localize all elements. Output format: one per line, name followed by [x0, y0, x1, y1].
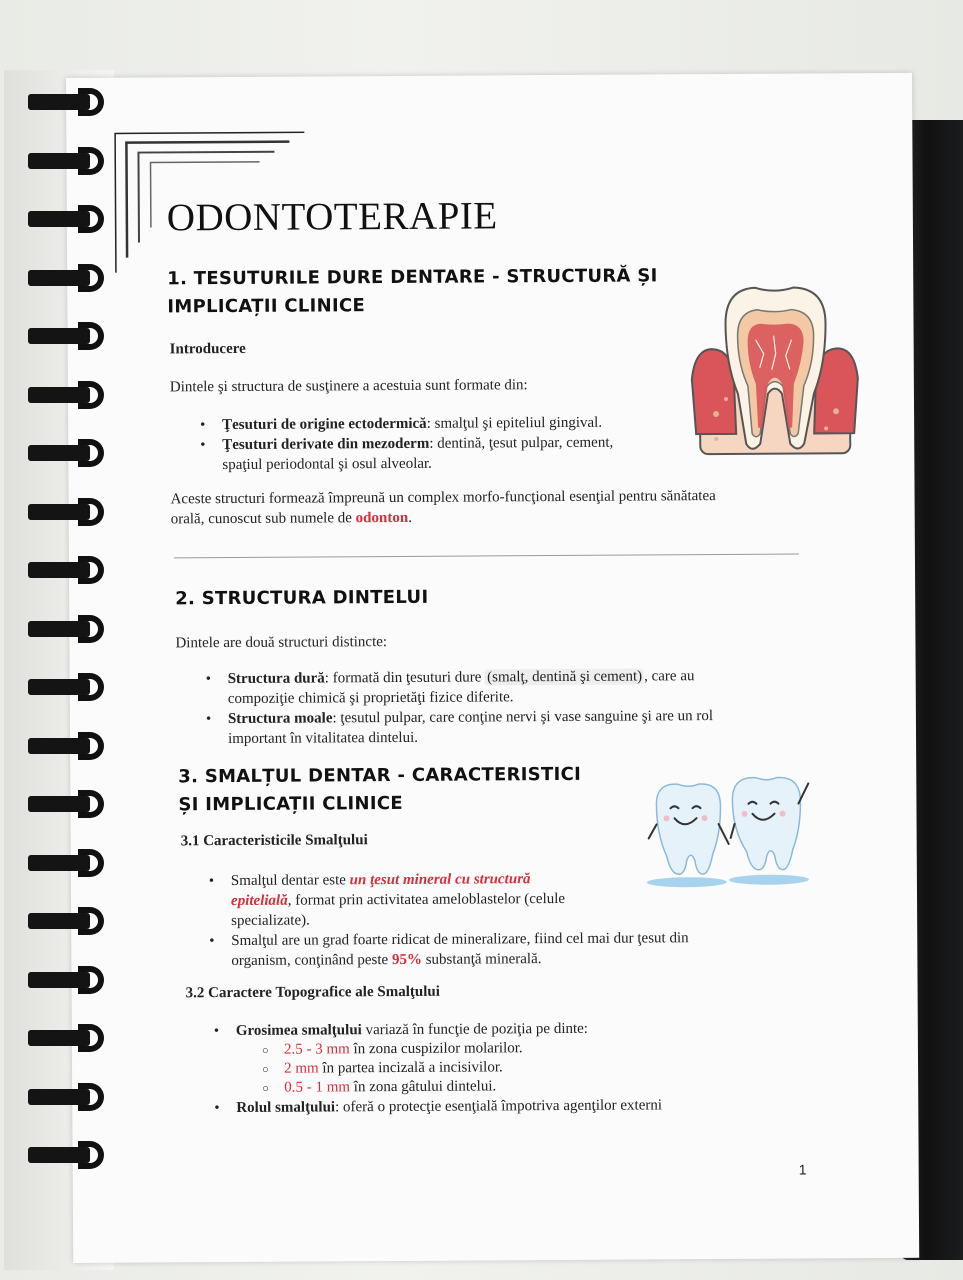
page-title: ODONTOTERAPIE	[166, 194, 498, 240]
binding-coil	[28, 732, 106, 762]
binding-coil	[28, 498, 106, 528]
binding-coil	[28, 439, 106, 469]
section3-sub1: 3.1 Caracteristicile Smalţului	[180, 832, 368, 850]
binding-coil	[28, 381, 106, 411]
section1-heading-line2: IMPLICAȚII CLINICE	[167, 295, 366, 318]
section2-heading: 2. STRUCTURA DINTELUI	[175, 586, 429, 610]
list-item: • Rolul smalţului: oferă o protecţie esenţială împotriva agenţilor externi	[212, 1095, 772, 1118]
thickness-sublist	[260, 1038, 772, 1098]
binding-coil	[28, 907, 106, 937]
list-item: • Structura moale: ţesutul pulpar, care conţine nervi şi vase sanguine şi are un rol important în vitalitatea dintelui.	[204, 706, 764, 749]
section1-heading	[167, 262, 658, 321]
binding-coil	[28, 966, 106, 996]
section-divider	[174, 554, 799, 559]
list-item: • Ţesuturi de origine ectodermică: smalţul şi epiteliul gingival.	[198, 412, 698, 435]
odonton-term: odonton	[355, 509, 409, 527]
binding-coil	[28, 1141, 106, 1171]
list-item: • Smalţul dentar este un ţesut mineral cu structură epitelială, format prin activitatea ameloblastelor (celule specializate).	[207, 868, 737, 931]
section1-heading-line1: 1. TESUTURILE DURE DENTARE - STRUCTURĂ ȘI	[167, 265, 658, 290]
section1-bullet-list	[198, 412, 698, 475]
list-item: • Smalţul are un grad foarte ridicat de mineralizare, fiind cel mai dur ţesut din organism, conţinând peste 95% substanţă minerală.	[207, 928, 737, 971]
document-page	[66, 73, 919, 1263]
list-item: ○ 2 mm în partea incizală a incisivilor.	[260, 1057, 772, 1079]
binding-coil	[28, 849, 106, 879]
tooth-cross-section-icon	[685, 283, 866, 464]
binding-coil	[28, 556, 106, 586]
section1-subheading: Introducere	[169, 340, 246, 358]
binding-coil	[28, 673, 106, 703]
highlighted-text: (smalţ, dentină şi cement)	[487, 668, 643, 686]
page-number: 1	[798, 1161, 807, 1178]
binding-coil	[28, 322, 106, 352]
binding-coil	[28, 264, 106, 294]
binding-coil	[28, 1083, 106, 1113]
spiral-binding	[28, 80, 108, 1230]
section2-intro: Dintele are două structuri distincte:	[175, 634, 388, 652]
section3-topography-list	[212, 1018, 773, 1118]
list-item: • Ţesuturi derivate din mezoderm: dentină, ţesut pulpar, cement, spaţiul periodontal şi osul alveolar.	[198, 432, 698, 475]
binding-coil	[28, 147, 106, 177]
list-item: ○ 2.5 - 3 mm în zona cuspizilor molarilor.	[260, 1038, 772, 1060]
section3-heading-line2: ȘI IMPLICAȚII CLINICE	[178, 792, 404, 816]
section3-heading-line1: 3. SMALȚUL DENTAR - CARACTERISTICI	[178, 763, 582, 788]
section1-intro: Dintele şi structura de susţinere a acestuia sunt formate din:	[169, 377, 528, 396]
binding-coil	[28, 1024, 106, 1054]
section1-closing: Aceste structuri formează împreună un complex morfo-funcţional esenţial pentru sănătatea orală, cunoscut sub numele de odonton.	[170, 488, 716, 528]
list-item: • Grosimea smalţului variază în funcţie de poziţia pe dinte: ○ 2.5 - 3 mm în zona cuspizilor molarilor. ○ 2 mm în partea incizală a incisivilor. ○ 0.5 - 1 mm în zona gâtului dintelui.	[212, 1018, 772, 1098]
section2-bullet-list	[204, 666, 764, 749]
binding-coil	[28, 205, 106, 235]
binding-coil	[28, 790, 106, 820]
happy-teeth-icon	[636, 763, 827, 894]
section3-sub2: 3.2 Caractere Topografice ale Smalţului	[185, 983, 440, 1002]
binding-coil	[28, 88, 106, 118]
list-item: • Structura dură: formată din ţesuturi dure (smalţ, dentină şi cement) , care au compoziţie chimică şi proprietăţi fizice diferite.	[204, 666, 764, 709]
section3-heading	[178, 761, 581, 819]
binding-coil	[28, 615, 106, 645]
list-item: ○ 0.5 - 1 mm în zona gâtului dintelui.	[260, 1076, 772, 1098]
